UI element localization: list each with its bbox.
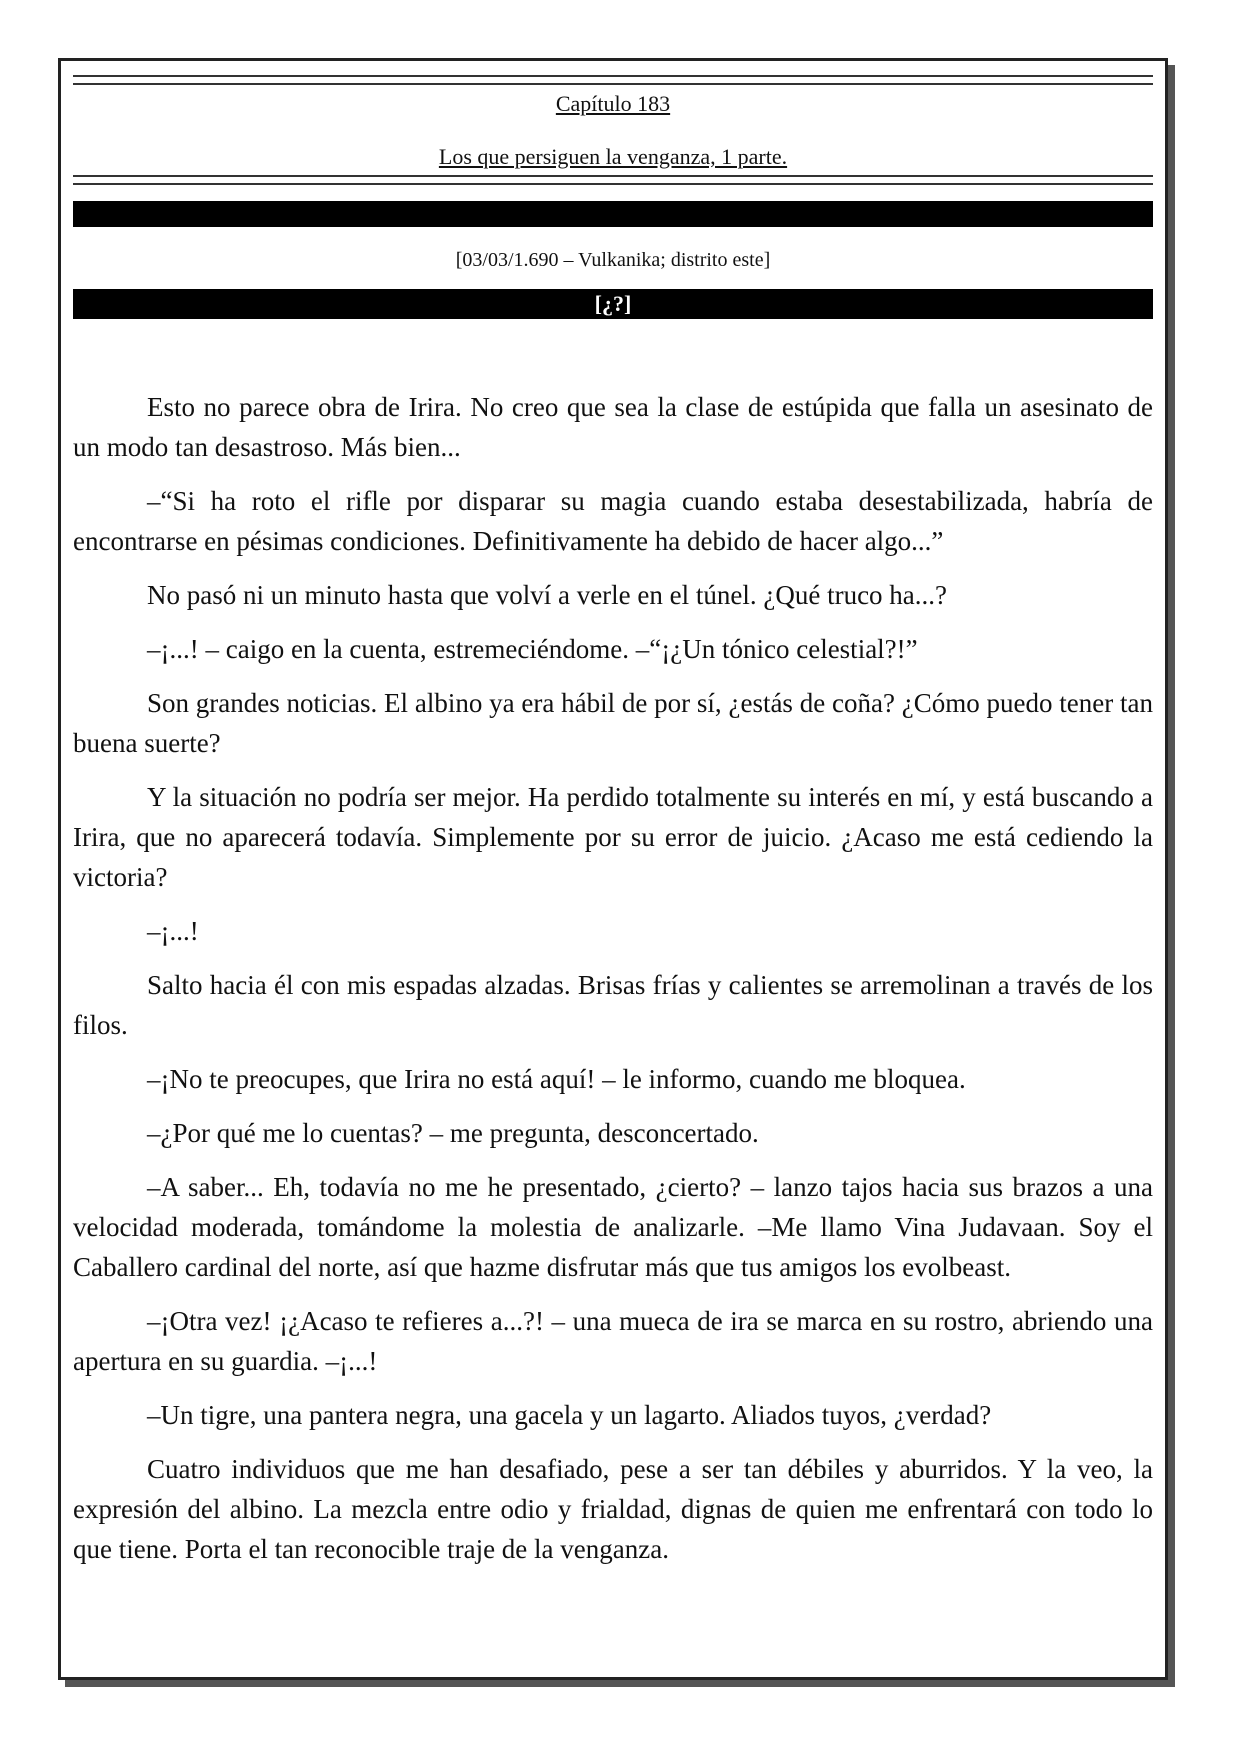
pov-bar: [¿?]: [73, 289, 1153, 319]
paragraph: Salto hacia él con mis espadas alzadas. Brisas frías y calientes se arremolinan a través de los filos.: [73, 970, 1153, 1040]
paragraph: –Un tigre, una pantera negra, una gacela y un lagarto. Aliados tuyos, ¿verdad?: [147, 1400, 992, 1430]
chapter-title: Los que persiguen la venganza, 1 parte.: [438, 144, 788, 169]
header-top-rule: [73, 75, 1153, 85]
scene-divider-bar: [73, 201, 1153, 227]
paragraph: –¡No te preocupes, que Irira no está aquí! – le informo, cuando me bloquea.: [147, 1064, 966, 1094]
page-frame: [58, 58, 1168, 1680]
chapter-body: [73, 387, 1153, 1583]
paragraph: Esto no parece obra de Irira. No creo que sea la clase de estúpida que falla un asesinato de un modo tan desastroso. Más bien...: [73, 392, 1153, 462]
paragraph: –¡...! – caigo en la cuenta, estremeciéndome. –“¡¿Un tónico celestial?!”: [147, 634, 918, 664]
paragraph: Y la situación no podría ser mejor. Ha perdido totalmente su interés en mí, y está buscando a Irira, que no aparecerá todavía. Simplemente por su error de juicio. ¿Acaso me está cediendo la victoria?: [73, 782, 1153, 892]
paragraph: –¡Otra vez! ¡¿Acaso te refieres a...?! – una mueca de ira se marca en su rostro, abriendo una apertura en su guardia. –¡...!: [73, 1306, 1153, 1376]
header-bottom-rule: [73, 175, 1153, 185]
paragraph: No pasó ni un minuto hasta que volví a verle en el túnel. ¿Qué truco ha...?: [147, 580, 948, 610]
paragraph: Cuatro individuos que me han desafiado, pese a ser tan débiles y aburridos. Y la veo, la expresión del albino. La mezcla entre odio y frialdad, dignas de quien me enfrentará con todo lo que tiene. Porta el tan reconocible traje de la venganza.: [73, 1454, 1153, 1564]
paragraph: –A saber... Eh, todavía no me he presentado, ¿cierto? – lanzo tajos hacia sus brazos a una velocidad moderada, tomándome la molestia de analizarle. –Me llamo Vina Judavaan. Soy el Caballero cardinal del norte, así que hazme disfrutar más que tus amigos los evolbeast.: [73, 1172, 1153, 1282]
chapter-number: Capítulo 183: [555, 91, 671, 116]
paragraph: –“Si ha roto el rifle por disparar su magia cuando estaba desestabilizada, habría de encontrarse en pésimas condiciones. Definitivamente ha debido de hacer algo...”: [73, 486, 1153, 556]
paragraph: –¡...!: [147, 916, 199, 946]
paragraph: –¿Por qué me lo cuentas? – me pregunta, desconcertado.: [147, 1118, 759, 1148]
paragraph: Son grandes noticias. El albino ya era hábil de por sí, ¿estás de coña? ¿Cómo puedo tener tan buena suerte?: [73, 688, 1153, 758]
scene-info: [03/03/1.690 – Vulkanika; distrito este]: [455, 249, 771, 271]
